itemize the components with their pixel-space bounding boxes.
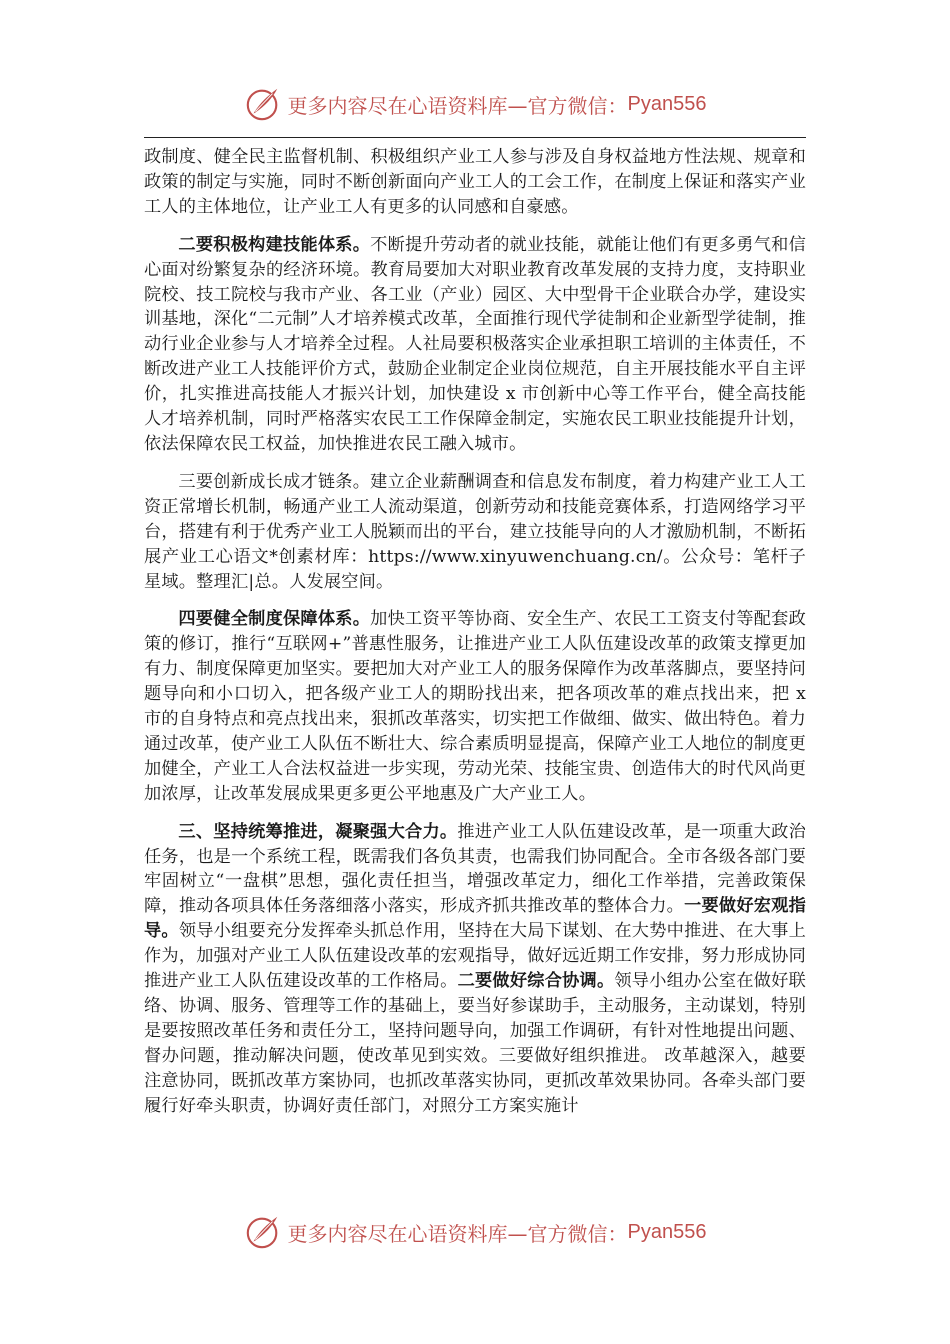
document-body	[144, 145, 806, 1132]
footer-wechat-id: Pyan556	[627, 1220, 707, 1243]
header-wechat-id: Pyan556	[627, 92, 707, 115]
footer-banner	[0, 1210, 950, 1254]
paragraph: 三要创新成长成才链条。建立企业薪酬调查和信息发布制度，着力构建产业工人工资正常增长机制，畅通产业工人流动渠道，创新劳动和技能竞赛体系，打造网络学习平台，搭建有利于优秀产业工人脱颖而出的平台，建立技能导向的人才激励机制，不断拓展产业工心语文*创素材库：https://www.xinyuwenchuang.cn/。公众号：笔杆子星域。整理汇|总。人发展空间。	[144, 471, 806, 592]
header-banner-text: 更多内容尽在心语资料库—官方微信：	[287, 93, 628, 118]
feather-pen-logo-icon	[244, 85, 282, 123]
header-banner	[0, 82, 950, 126]
header-divider	[144, 137, 806, 138]
footer-banner-text: 更多内容尽在心语资料库—官方微信：	[287, 1221, 628, 1246]
paragraph-heading: 二要积极构建技能体系。	[178, 234, 371, 255]
paragraph-heading: 二要做好综合协调。	[457, 971, 615, 992]
section-heading: 三、坚持统筹推进，凝聚强大合力。	[178, 821, 458, 842]
paragraph-heading: 四要健全制度保障体系。	[178, 609, 371, 630]
paragraph: 三、坚持统筹推进，凝聚强大合力。推进产业工人队伍建设改革，是一项重大政治任务，也是一个系统工程，既需我们各负其责，也需我们协同配合。全市各级各部门要牢固树立“一盘棋”思想，强化责任担当，增强改革定力，细化工作举措，完善政策保障，推动各项具体任务落细落小落实，形成齐抓共推改革的整体合力。一要做好宏观指导。领导小组要充分发挥牵头抓总作用，坚持在大局下谋划、在大势中推进、在大事上作为，加强对产业工人队伍建设改革的宏观指导，做好远近期工作安排，努力形成协同推进产业工人队伍建设改革的工作格局。二要做好综合协调。领导小组办公室在做好联络、协调、服务、管理等工作的基础上，要当好参谋助手，主动服务，主动谋划，特别是要按照改革任务和责任分工，坚持问题导向，加强工作调研，有针对性地提出问题、督办问题，推动解决问题，使改革见到实效。三要做好组织推进。 改革越深入，越要注意协同，既抓改革方案协同，也抓改革落实协同，更抓改革效果协同。各牵头部门要履行好牵头职责，协调好责任部门，对照分工方案实施计	[144, 821, 806, 1116]
paragraph: 二要积极构建技能体系。不断提升劳动者的就业技能，就能让他们有更多勇气和信心面对纷繁复杂的经济环境。教育局要加大对职业教育改革发展的支持力度，支持职业院校、技工院校与我市产业、各工业（产业）园区、大中型骨干企业联合办学，建设实训基地，深化“二元制”人才培养模式改革，全面推行现代学徒制和企业新型学徒制，推动行业企业参与人才培养全过程。人社局要积极落实企业承担职工培训的主体责任，不断改进产业工人技能评价方式，鼓励企业制定企业岗位规范，自主开展技能水平自主评价，扎实推进高技能人才振兴计划，加快建设 x 市创新中心等工作平台，健全高技能人才培养机制，同时严格落实农民工工作保障金制定，实施农民工职业技能提升计划，依法保障农民工权益，加快推进农民工融入城市。	[144, 234, 806, 454]
feather-pen-logo-icon	[244, 1213, 282, 1251]
paragraph-heading: 一要做好宏观指导。	[144, 896, 806, 942]
paragraph: 四要健全制度保障体系。加快工资平等协商、安全生产、农民工工资支付等配套政策的修订，推行“互联网+”普惠性服务，让推进产业工人队伍建设改革的政策支撑更加有力、制度保障更加坚实。要把加大对产业工人的服务保障作为改革落脚点，要坚持问题导向和小口切入，把各级产业工人的期盼找出来，把各项改革的难点找出来，把 x 市的自身特点和亮点找出来，狠抓改革落实，切实把工作做细、做实、做出特色。着力通过改革，使产业工人队伍不断壮大、综合素质明显提高，保障产业工人地位的制度更加健全，产业工人合法权益进一步实现，劳动光荣、技能宝贵、创造伟大的时代风尚更加浓厚，让改革发展成果更多更公平地惠及广大产业工人。	[144, 609, 806, 804]
paragraph: 政制度、健全民主监督机制、积极组织产业工人参与涉及自身权益地方性法规、规章和政策的制定与实施，同时不断创新面向产业工人的工会工作，在制度上保证和落实产业工人的主体地位，让产业工人有更多的认同感和自豪感。	[144, 147, 806, 217]
